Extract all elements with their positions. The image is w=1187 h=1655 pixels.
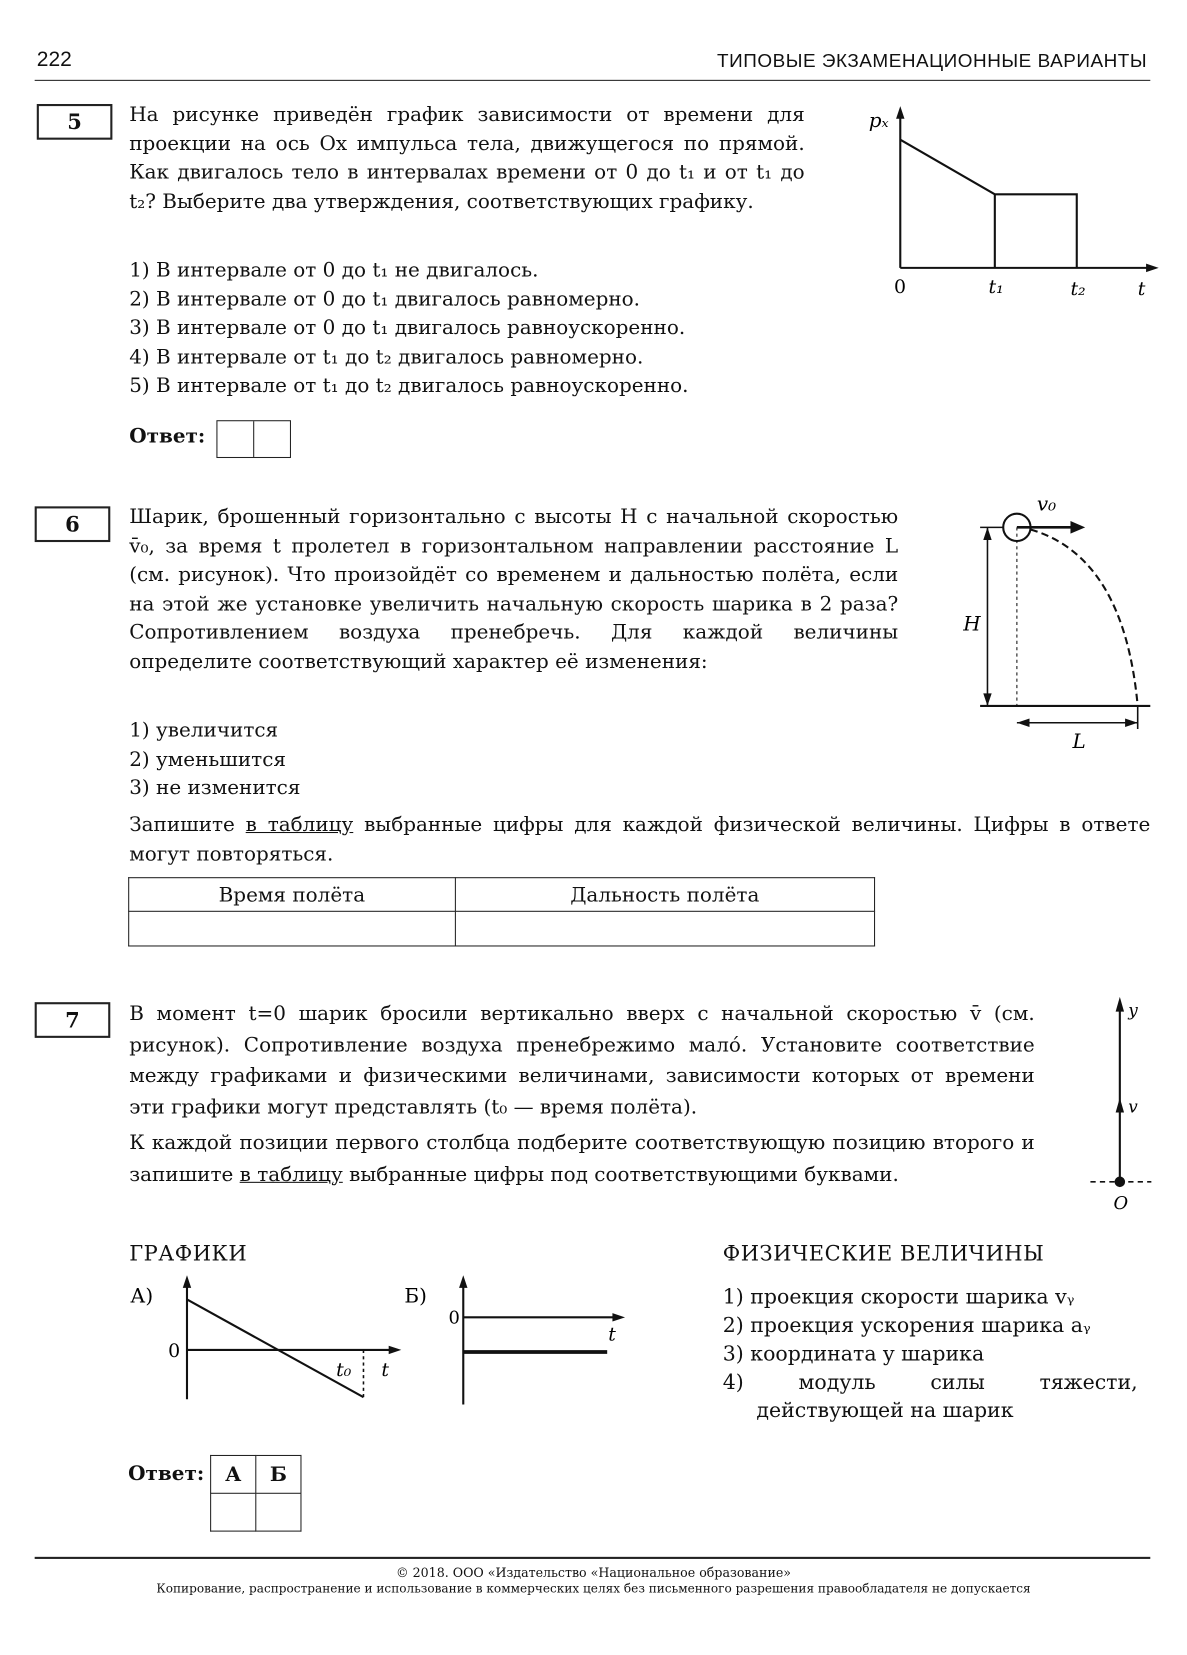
task-number-5: 5 (37, 104, 113, 140)
quantities-heading: ФИЗИЧЕСКИЕ ВЕЛИЧИНЫ (722, 1240, 1045, 1266)
copyright: © 2018. ООО «Издательство «Национальное образование» (396, 1565, 792, 1580)
answer-cell[interactable] (217, 421, 254, 457)
task6-instruction (129, 811, 1150, 869)
quantity-item: 3) координата y шарика (722, 1341, 985, 1366)
graphs-heading: ГРАФИКИ (129, 1240, 248, 1266)
instruction-text: выбранные цифры под соответствующими буквами. (342, 1162, 899, 1186)
footer-divider (35, 1557, 1151, 1559)
task-number-7: 7 (35, 1002, 111, 1038)
graph-a-label: А) (130, 1283, 154, 1308)
graph-b (402, 1273, 633, 1410)
answer-cell[interactable] (254, 421, 290, 457)
t-axis-label: t (608, 1323, 616, 1346)
answer-label: Ответ: (128, 1462, 205, 1486)
task6-options (129, 716, 300, 803)
t1-label: t₁ (988, 276, 1004, 299)
table-reference: в таблицу (239, 1162, 343, 1186)
quantity-item: 1) проекция скорости шарика vᵧ (722, 1284, 1075, 1309)
quantities-list (723, 1283, 1138, 1425)
task7-figure (1082, 993, 1166, 1219)
t0-label: t₀ (336, 1359, 352, 1382)
answer-cell[interactable] (129, 911, 455, 946)
option: 5) В интервале от t₁ до t₂ двигалось равноускоренно. (129, 373, 689, 398)
option: 4) В интервале от t₁ до t₂ двигалось равномерно. (129, 345, 644, 369)
answer-cell[interactable] (455, 911, 875, 946)
task6-answer-table (128, 877, 875, 946)
answer-cell[interactable] (256, 1493, 301, 1531)
answer-label: Ответ: (129, 424, 206, 448)
option: 2) В интервале от 0 до t₁ двигалось равномерно. (129, 287, 641, 311)
column-header: Дальность полёта (455, 878, 875, 912)
task-number-6: 6 (35, 506, 111, 542)
column-header: А (211, 1455, 256, 1493)
column-header: Время полёта (129, 878, 455, 912)
task5-answer-boxes[interactable] (216, 420, 291, 458)
copyright-notice: Копирование, распространение и использование в коммерческих целях без письменного разрешения правообладателя не допускается (156, 1581, 1031, 1596)
task5-options (129, 256, 822, 400)
height-label: H (963, 611, 981, 636)
option: 2) уменьшится (129, 747, 286, 771)
option: 1) увеличится (129, 718, 279, 742)
task6-question: Шарик, брошенный горизонтально с высоты H с начальной скоростью v̄₀, за время t пролетел в горизонтальном направлении расстояние L (см. рисунок). Что произойдёт со временем и дальностью полёта, если на этой же установке увеличить начальную скорость шарика в 2 раза? Сопротивлением воздуха пренебречь. Для каждой величины определите соответствующий характер её изменения: (129, 505, 899, 673)
table-reference: в таблицу (245, 813, 354, 837)
task6-figure (951, 483, 1161, 756)
quantity-item: 2) проекция ускорения шарика aᵧ (722, 1313, 1091, 1338)
origin-label: 0 (893, 276, 907, 299)
zero-label: 0 (448, 1307, 460, 1329)
option: 1) В интервале от 0 до t₁ не двигалось. (129, 258, 539, 282)
y-axis-label: pₓ (868, 108, 889, 133)
option: 3) не изменится (129, 776, 301, 800)
v0-label: v₀ (1036, 491, 1057, 516)
instruction-text: К каждой позиции первого столбца подберите соответствующую позицию второго и запишите (129, 1131, 1035, 1186)
task7-answer-table (210, 1455, 301, 1532)
answer-cell[interactable] (211, 1493, 256, 1531)
task5-question: На рисунке приведён график зависимости от времени для проекции на ось Ox импульса тела, движущегося по прямой. Как двигалось тело в интервалах времени от 0 до t₁ и от t₁ до t₂? Выберите два утверждения, соответствующих графику. (129, 102, 805, 213)
column-header: Б (256, 1455, 301, 1493)
task7-instruction (129, 1128, 1035, 1190)
origin-label: O (1113, 1193, 1129, 1215)
header-divider (35, 80, 1151, 81)
instruction-text: выбранные цифры для каждой физической величины. Цифры в ответе могут повторяться. (129, 813, 1151, 866)
option: 3) В интервале от 0 до t₁ двигалось равноускоренно. (129, 316, 686, 340)
distance-label: L (1072, 728, 1086, 753)
task7-question: В момент t=0 шарик бросили вертикально вверх с начальной скоростью v̄ (см. рисунок). Сопротивление воздуха пренебрежимо мало́. Установите соответствие между графиками и физическими величинами, зависимости которых от времени эти графики могут представлять (t₀ — время полёта). (129, 1002, 1035, 1119)
t2-label: t₂ (1070, 278, 1086, 301)
zero-label: 0 (168, 1340, 181, 1363)
running-header: ТИПОВЫЕ ЭКЗАМЕНАЦИОННЫЕ ВАРИАНТЫ (717, 50, 1148, 72)
quantity-item: 4) модуль силы тяжести, действующей на шарик (722, 1369, 1138, 1423)
instruction-text: Запишите (129, 813, 246, 837)
graph-b-label: Б) (404, 1283, 427, 1308)
t-axis-label: t (381, 1359, 389, 1382)
velocity-label: v (1128, 1096, 1138, 1117)
t-axis-label: t (1137, 278, 1146, 301)
page-number: 222 (36, 48, 72, 72)
y-axis-label: y (1128, 999, 1138, 1020)
graph-a (126, 1273, 410, 1410)
task5-graph (856, 100, 1161, 310)
